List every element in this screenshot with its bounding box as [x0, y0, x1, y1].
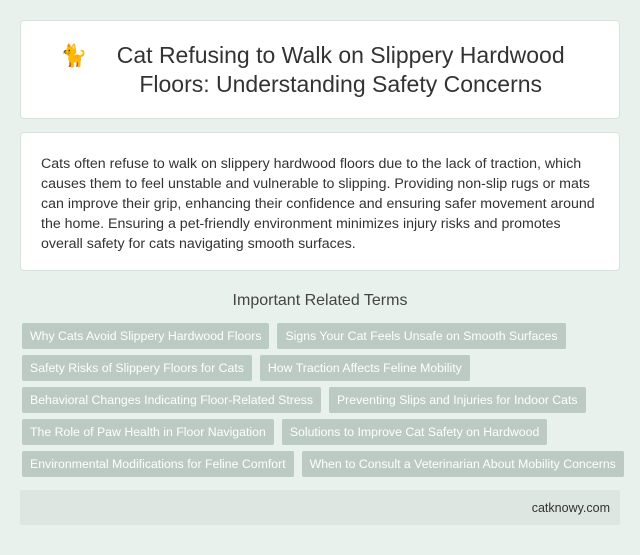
- summary-text: Cats often refuse to walk on slippery hardwood floors due to the lack of traction, which causes them to feel unstable and vulnerable to slipping. Providing non-slip rugs or mats can improve their grip, enhancing their confidence and ensuring safer movement around the home. Ensuring a pet-friendly environment minimizes injury risks and promotes overall safety for cats navigating smooth surfaces.: [41, 156, 595, 252]
- footer: [20, 490, 620, 525]
- tag-row: [22, 387, 622, 413]
- related-terms-list: [22, 323, 622, 483]
- related-term-tag[interactable]: Solutions to Improve Cat Safety on Hardwood: [282, 419, 548, 445]
- related-term-tag[interactable]: Environmental Modifications for Feline Comfort: [22, 451, 294, 477]
- related-term-tag[interactable]: The Role of Paw Health in Floor Navigation: [22, 419, 274, 445]
- tag-row: [22, 451, 622, 477]
- related-term-tag[interactable]: Preventing Slips and Injuries for Indoor Cats: [329, 387, 586, 413]
- related-term-tag[interactable]: Signs Your Cat Feels Unsafe on Smooth Surfaces: [277, 323, 565, 349]
- summary-card: [20, 132, 620, 271]
- related-term-tag[interactable]: Why Cats Avoid Slippery Hardwood Floors: [22, 323, 269, 349]
- related-terms-heading: Important Related Terms: [232, 292, 408, 309]
- related-term-tag[interactable]: How Traction Affects Feline Mobility: [260, 355, 470, 381]
- page-title: Cat Refusing to Walk on Slippery Hardwood Floors: Understanding Safety Concerns: [116, 41, 565, 97]
- cat-icon: 🐈: [60, 43, 88, 69]
- related-term-tag[interactable]: When to Consult a Veterinarian About Mobility Concerns: [302, 451, 624, 477]
- title-card: [20, 20, 620, 119]
- title-wrap: [60, 41, 580, 99]
- related-term-tag[interactable]: Behavioral Changes Indicating Floor-Related Stress: [22, 387, 321, 413]
- footer-site-link[interactable]: catknowy.com: [531, 500, 610, 515]
- related-term-tag[interactable]: Safety Risks of Slippery Floors for Cats: [22, 355, 252, 381]
- tag-row: [22, 323, 622, 349]
- tag-row: [22, 419, 622, 445]
- tag-row: [22, 355, 622, 381]
